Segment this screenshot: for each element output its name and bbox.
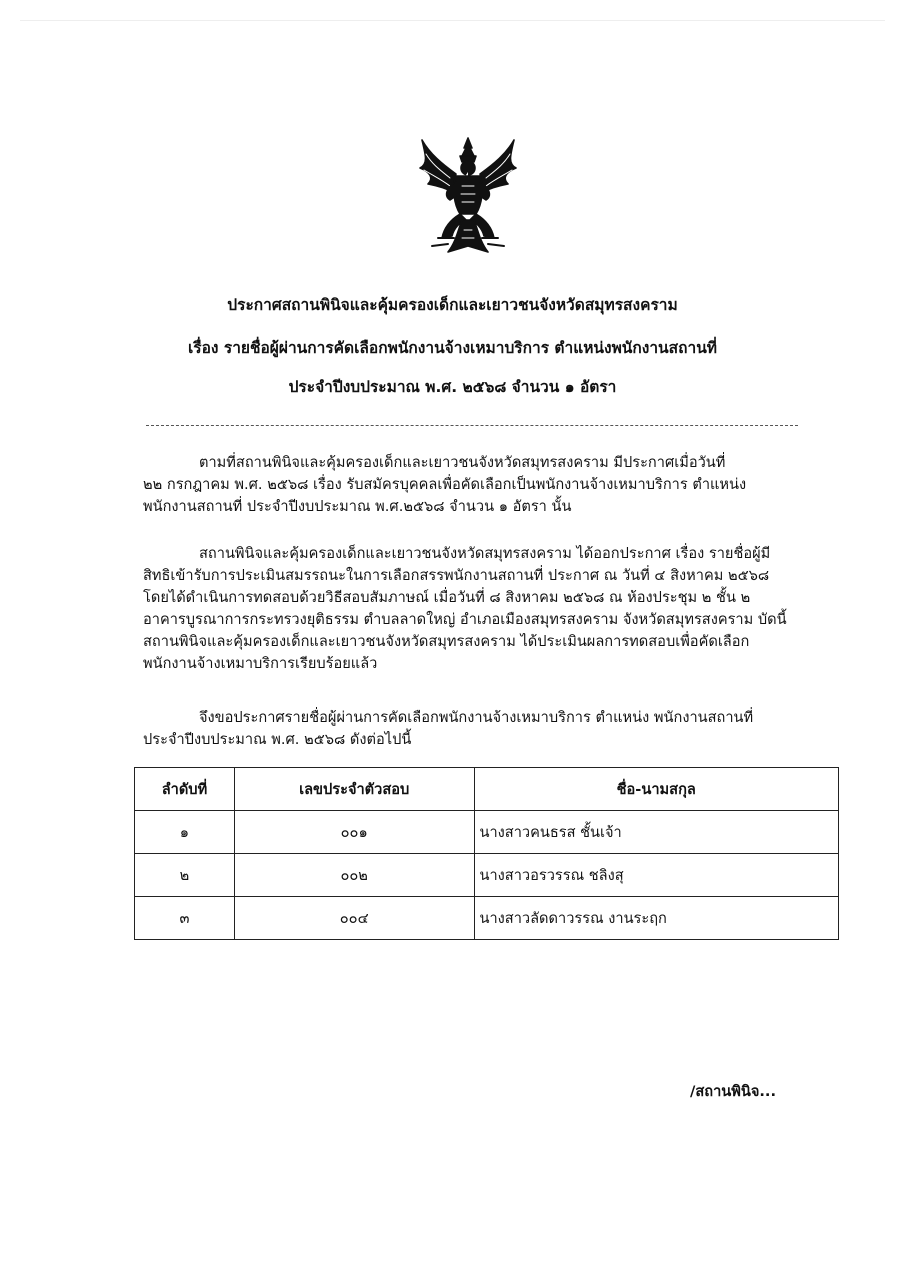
paragraph-2	[143, 543, 798, 675]
paragraph-3-line: จึงขอประกาศรายชื่อผู้ผ่านการคัดเลือกพนักงานจ้างเหมาบริการ ตำแหน่ง พนักงานสถานที่	[199, 709, 754, 726]
row-full-name: นางสาวลัดดาวรรณ งานระฤก	[474, 897, 838, 940]
paragraph-2-line: โดยได้ดำเนินการทดสอบด้วยวิธีสอบสัมภาษณ์ เมื่อวันที่ ๘ สิงหาคม ๒๕๖๘ ณ ห้องประชุม ๒ ชั้น ๒	[143, 589, 751, 606]
paragraph-2-line: พนักงานจ้างเหมาบริการเรียบร้อยแล้ว	[143, 655, 378, 672]
row-full-name: นางสาวคนธรส ชั้นเจ้า	[474, 811, 838, 854]
paragraph-2-line: สิทธิเข้ารับการประเมินสมรรถนะในการเลือกสรรพนักงานสถานที่ ประกาศ ณ วันที่ ๔ สิงหาคม ๒๕๖๘	[143, 567, 770, 584]
row-order: ๑	[135, 811, 235, 854]
table-header-row	[135, 768, 839, 811]
row-exam-id: ๐๐๒	[234, 854, 474, 897]
announcement-title-line-1: ประกาศสถานพินิจและคุ้มครองเด็กและเยาวชนจังหวัดสมุทรสงคราม	[227, 296, 678, 314]
row-full-name: นางสาวอรวรรณ ชลิงสุ	[474, 854, 838, 897]
column-header-exam-id: เลขประจำตัวสอบ	[234, 768, 474, 811]
paragraph-1	[143, 452, 798, 518]
column-header-full-name: ชื่อ-นามสกุล	[474, 768, 838, 811]
page-top-edge	[20, 20, 885, 21]
paragraph-2-line: สถานพินิจและคุ้มครองเด็กและเยาวชนจังหวัดสมุทรสงคราม ได้ออกประกาศ เรื่อง รายชื่อผู้มี	[199, 545, 771, 562]
paragraph-2-line: อาคารบูรณาการกระทรวงยุติธรรม ตำบลลาดใหญ่ อำเภอเมืองสมุทรสงคราม จังหวัดสมุทรสงคราม บัดนี้	[143, 611, 787, 628]
row-exam-id: ๐๐๔	[234, 897, 474, 940]
paragraph-1-line: ตามที่สถานพินิจและคุ้มครองเด็กและเยาวชนจังหวัดสมุทรสงคราม มีประกาศเมื่อวันที่	[199, 454, 726, 471]
paragraph-3	[143, 707, 798, 751]
table-row	[135, 811, 839, 854]
table-row	[135, 897, 839, 940]
garuda-emblem-icon	[412, 134, 524, 260]
column-header-order: ลำดับที่	[135, 768, 235, 811]
announcement-title-line-2: เรื่อง รายชื่อผู้ผ่านการคัดเลือกพนักงานจ้างเหมาบริการ ตำแหน่งพนักงานสถานที่	[187, 339, 718, 357]
title-separator	[146, 425, 798, 426]
paragraph-3-line: ประจำปีงบประมาณ พ.ศ. ๒๕๖๘ ดังต่อไปนี้	[143, 731, 412, 748]
paragraph-1-line: ๒๒ กรกฎาคม พ.ศ. ๒๕๖๘ เรื่อง รับสมัครบุคคลเพื่อคัดเลือกเป็นพนักงานจ้างเหมาบริการ ตำแหน่ง	[143, 476, 747, 493]
selected-candidates-table	[134, 767, 839, 940]
paragraph-1-line: พนักงานสถานที่ ประจำปีงบประมาณ พ.ศ.๒๕๖๘ จำนวน ๑ อัตรา นั้น	[143, 498, 572, 515]
row-exam-id: ๐๐๑	[234, 811, 474, 854]
row-order: ๒	[135, 854, 235, 897]
page-continuation-note: /สถานพินิจ...	[690, 1083, 777, 1100]
announcement-title-line-3: ประจำปีงบประมาณ พ.ศ. ๒๕๖๘ จำนวน ๑ อัตรา	[288, 378, 617, 396]
row-order: ๓	[135, 897, 235, 940]
paragraph-2-line: สถานพินิจและคุ้มครองเด็กและเยาวชนจังหวัดสมุทรสงคราม ได้ประเมินผลการทดสอบเพื่อคัดเลือก	[143, 633, 750, 650]
table-row	[135, 854, 839, 897]
